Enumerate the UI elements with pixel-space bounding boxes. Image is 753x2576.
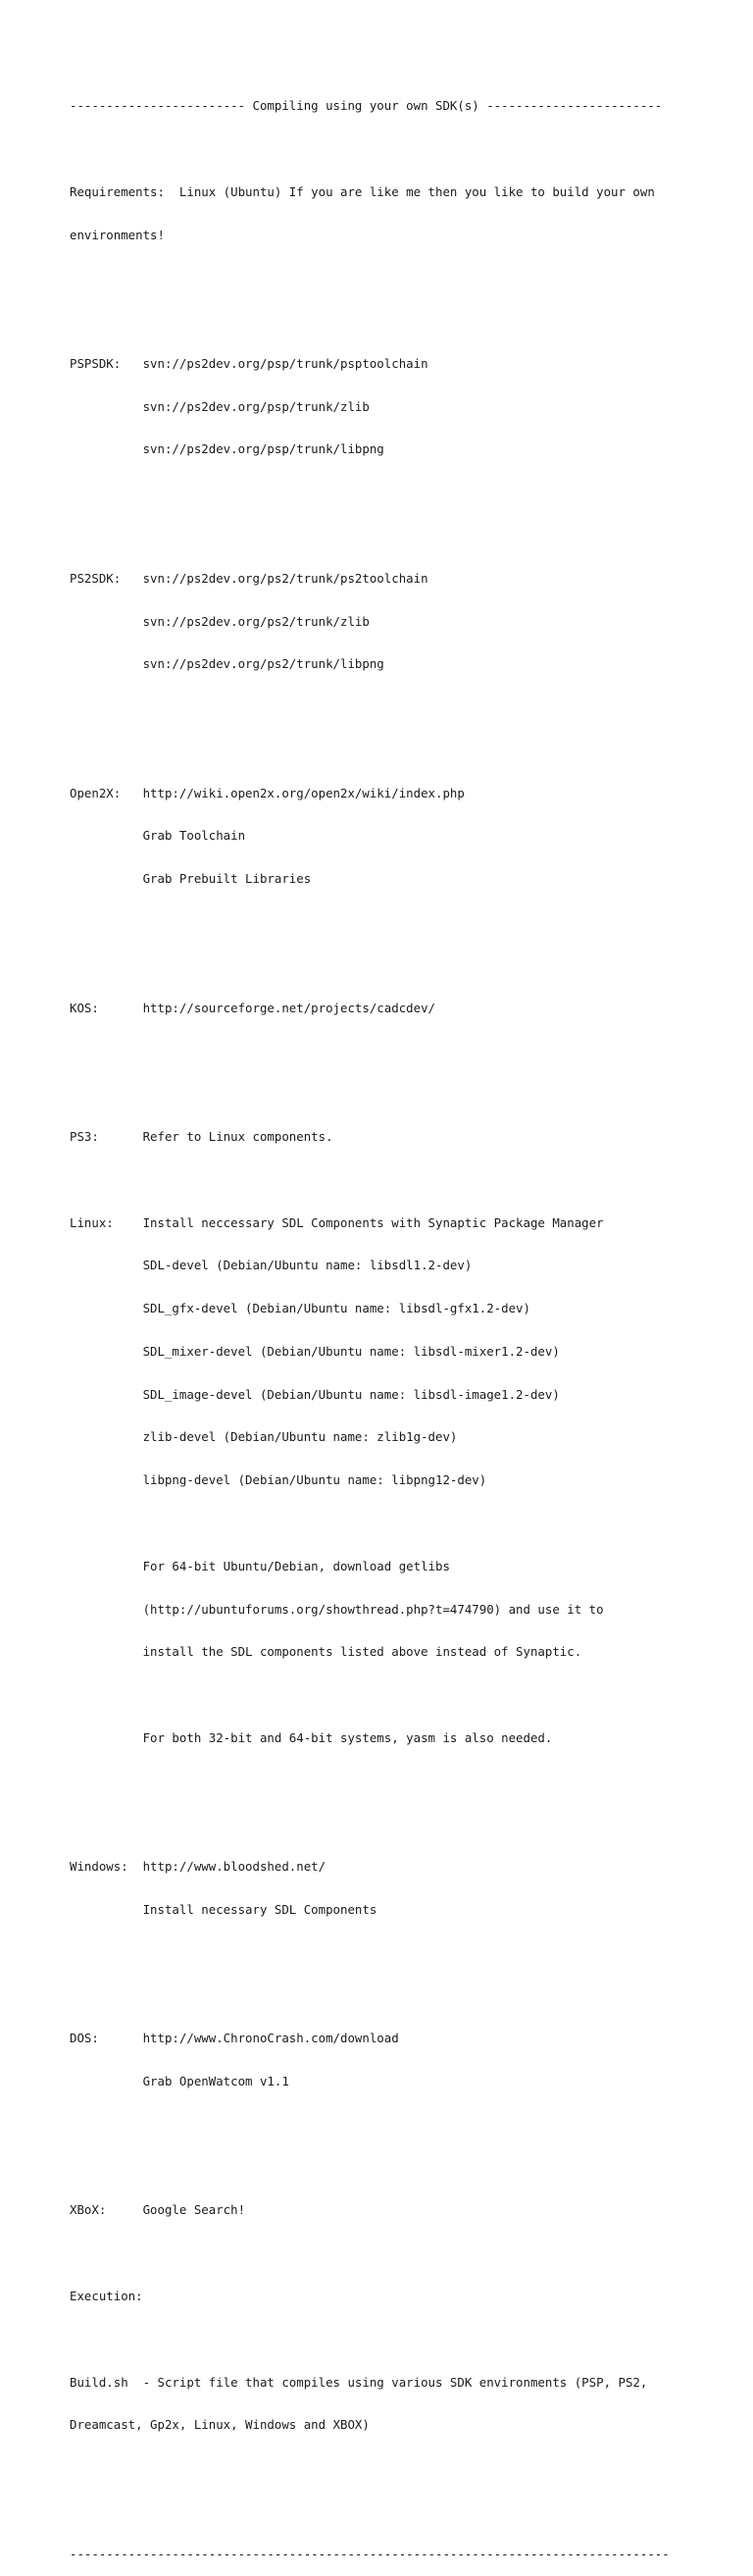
windows-line: Windows: http://www.bloodshed.net/ bbox=[70, 1859, 326, 1875]
blank-line bbox=[70, 2246, 697, 2261]
blank-line bbox=[70, 142, 697, 157]
blank-line bbox=[70, 271, 697, 285]
open2x-line: Grab Prebuilt Libraries bbox=[70, 871, 312, 887]
linux-line: zlib-devel (Debian/Ubuntu name: zlib1g-dev) bbox=[70, 1429, 458, 1445]
blank-line bbox=[70, 1688, 697, 1703]
linux-line: SDL_gfx-devel (Debian/Ubuntu name: libsdl-gfx1.2-dev) bbox=[70, 1301, 530, 1316]
open2x-line: Open2X: http://wiki.open2x.org/open2x/wiki/index.php bbox=[70, 785, 465, 800]
blank-line bbox=[70, 1044, 697, 1058]
linux-64bit-line: For 64-bit Ubuntu/Debian, download getlibs bbox=[70, 1558, 450, 1573]
build-sh-line-cont: Dreamcast, Gp2x, Linux, Windows and XBOX) bbox=[70, 2417, 370, 2433]
footer-rule-line: ---------------------------------------------------------------------------------- bbox=[70, 2546, 670, 2561]
blank-line bbox=[70, 1173, 697, 1188]
ps2sdk-line: svn://ps2dev.org/ps2/trunk/libpng bbox=[70, 656, 384, 672]
blank-line bbox=[70, 2161, 697, 2176]
blank-line bbox=[70, 744, 697, 758]
blank-line bbox=[70, 2333, 697, 2347]
blank-line bbox=[70, 1946, 697, 1961]
blank-line bbox=[70, 915, 697, 930]
linux-64bit-line: (http://ubuntuforums.org/showthread.php?t=474790) and use it to bbox=[70, 1601, 604, 1617]
pspsdk-line: svn://ps2dev.org/psp/trunk/zlib bbox=[70, 398, 370, 414]
blank-line bbox=[70, 314, 697, 329]
blank-line bbox=[70, 1087, 697, 1102]
blank-line bbox=[70, 1775, 697, 1789]
blank-line bbox=[70, 2504, 697, 2519]
linux-64bit-line: install the SDL components listed above instead of Synaptic. bbox=[70, 1644, 582, 1660]
kos-line: KOS: http://sourceforge.net/projects/cadcdev/ bbox=[70, 1000, 435, 1015]
dos-line: DOS: http://www.ChronoCrash.com/download bbox=[70, 2031, 399, 2046]
linux-line: SDL-devel (Debian/Ubuntu name: libsdl1.2-dev) bbox=[70, 1258, 473, 1273]
linux-line: Linux: Install neccessary SDL Components with Synaptic Package Manager bbox=[70, 1214, 604, 1230]
blank-line bbox=[70, 1989, 697, 2004]
linux-line: SDL_image-devel (Debian/Ubuntu name: libsdl-image1.2-dev) bbox=[70, 1386, 560, 1402]
linux-yasm-line: For both 32-bit and 64-bit systems, yasm is also needed. bbox=[70, 1729, 553, 1745]
ps2sdk-line: PS2SDK: svn://ps2dev.org/ps2/trunk/ps2toolchain bbox=[70, 570, 428, 586]
blank-line bbox=[70, 2461, 697, 2476]
pspsdk-line: PSPSDK: svn://ps2dev.org/psp/trunk/psptoolchain bbox=[70, 355, 428, 371]
execution-heading: Execution: bbox=[70, 2289, 143, 2304]
document-text bbox=[70, 71, 697, 2576]
blank-line bbox=[70, 700, 697, 715]
requirements-line-cont: environments! bbox=[70, 227, 165, 242]
blank-line bbox=[70, 486, 697, 500]
ps3-line: PS3: Refer to Linux components. bbox=[70, 1128, 333, 1144]
title-rule-line: ------------------------ Compiling using your own SDK(s) ------------------------ bbox=[70, 98, 663, 114]
linux-line: SDL_mixer-devel (Debian/Ubuntu name: libsdl-mixer1.2-dev) bbox=[70, 1343, 560, 1359]
pspsdk-line: svn://ps2dev.org/psp/trunk/libpng bbox=[70, 441, 384, 457]
dos-line: Grab OpenWatcom v1.1 bbox=[70, 2074, 289, 2089]
linux-line: libpng-devel (Debian/Ubuntu name: libpng12-dev) bbox=[70, 1472, 487, 1488]
requirements-line: Requirements: Linux (Ubuntu) If you are like me then you like to build your own bbox=[70, 183, 655, 199]
ps2sdk-line: svn://ps2dev.org/ps2/trunk/zlib bbox=[70, 613, 370, 629]
windows-line: Install necessary SDL Components bbox=[70, 1902, 377, 1917]
blank-line bbox=[70, 1517, 697, 1531]
blank-line bbox=[70, 2118, 697, 2133]
xbox-line: XBoX: Google Search! bbox=[70, 2202, 246, 2218]
build-sh-line: Build.sh - Script file that compiles using various SDK environments (PSP, PS2, bbox=[70, 2374, 648, 2390]
blank-line bbox=[70, 529, 697, 543]
blank-line bbox=[70, 958, 697, 973]
open2x-line: Grab Toolchain bbox=[70, 828, 246, 844]
blank-line bbox=[70, 1817, 697, 1831]
